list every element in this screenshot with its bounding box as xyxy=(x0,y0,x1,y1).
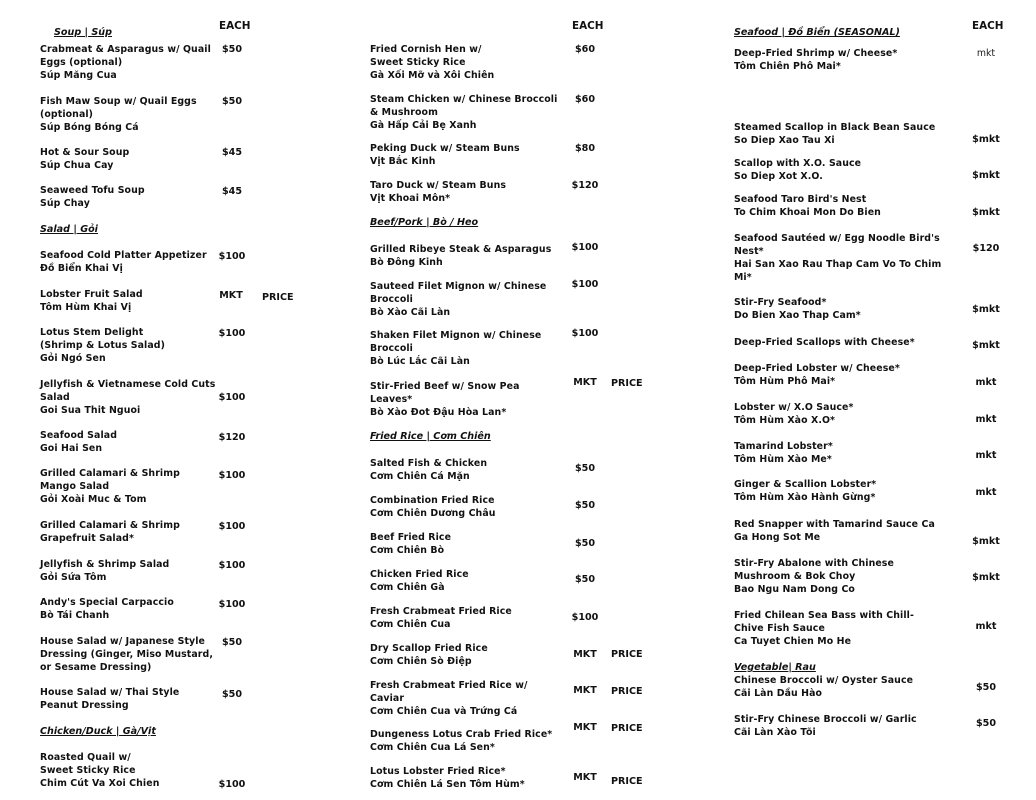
section-heading-chicken-duck: Chicken/Duck | Gà/Vịt xyxy=(40,726,156,737)
each-header-col1: EACH xyxy=(219,20,251,32)
item-vn-name: Bò Xào Cãi Làn xyxy=(370,307,451,318)
item-name: Grilled Calamari & Shrimp xyxy=(40,468,180,479)
item-name: Stir-Fry Abalone with Chinese xyxy=(734,558,894,569)
each-header-col2: EACH xyxy=(572,20,604,32)
item-price: $120 xyxy=(571,180,599,191)
item-name-cont: Peanut Dressing xyxy=(40,700,129,711)
item-name-cont: Sweet Sticky Rice xyxy=(40,765,136,776)
item-price: $50 xyxy=(221,96,243,107)
item-vn-name: Gà Hấp Cải Bẹ Xanh xyxy=(370,120,477,131)
item-price: $120 xyxy=(972,243,1000,254)
item-vn-name: Cãi Làn Xào Tõi xyxy=(734,727,816,738)
item-price: $100 xyxy=(218,779,246,790)
item-vn-name: So Diep Xao Tau Xi xyxy=(734,135,835,146)
item-price: $50 xyxy=(221,689,243,700)
item-vn-name: Gỏi Sứa Tôm xyxy=(40,572,107,583)
item-name: Salted Fish & Chicken xyxy=(370,458,488,469)
item-vn-name: Tôm Hùm Xào X.O* xyxy=(734,415,836,426)
item-price: $45 xyxy=(221,147,243,158)
each-header-col3: EACH xyxy=(972,20,1004,32)
item-name: Roasted Quail w/ xyxy=(40,752,131,763)
item-price: $50 xyxy=(574,500,596,511)
item-vn-name: Ga Hong Sot Me xyxy=(734,532,821,543)
item-price: $50 xyxy=(574,574,596,585)
item-name: Lobster Fruit Salad xyxy=(40,289,143,300)
item-price: $100 xyxy=(218,599,246,610)
item-name: Stir-Fry Chinese Broccoli w/ Garlic xyxy=(734,714,917,725)
item-name: Lobster w/ X.O Sauce* xyxy=(734,402,854,413)
item-name: Red Snapper with Tamarind Sauce Ca xyxy=(734,519,935,530)
item-name-cont: (Shrimp & Lotus Salad) xyxy=(40,340,165,351)
item-name: Grilled Calamari & Shrimp xyxy=(40,520,180,531)
item-vn-name: Cơm Chiên Gà xyxy=(370,582,445,593)
item-price: $50 xyxy=(975,682,997,693)
item-name: Fried Cornish Hen w/ xyxy=(370,44,482,55)
item-vn-name: Súp Chua Cay xyxy=(40,160,114,171)
item-price: $mkt xyxy=(972,536,1000,547)
item-price: MKT xyxy=(573,722,597,733)
item-price: MKT xyxy=(573,685,597,696)
item-price: mkt xyxy=(975,414,997,425)
item-price: MKT xyxy=(573,772,597,783)
item-vn-name: Đồ Biển Khai Vị xyxy=(40,263,123,274)
item-name: Seaweed Tofu Soup xyxy=(40,185,145,196)
item-name: Lotus Stem Delight xyxy=(40,327,144,338)
item-price: $100 xyxy=(218,560,246,571)
item-vn-name: Ca Tuyet Chien Mo He xyxy=(734,636,852,647)
item-name: Grilled Ribeye Steak & Asparagus xyxy=(370,244,552,255)
item-name-cont: Sweet Sticky Rice xyxy=(370,57,466,68)
item-vn-name: Bao Ngu Nam Dong Co xyxy=(734,584,855,595)
item-vn-name: So Diep Xot X.O. xyxy=(734,171,823,182)
item-vn-name: Cơm Chiên Bò xyxy=(370,545,445,556)
item-name-cont: Eggs (optional) xyxy=(40,57,123,68)
section-heading-salad: Salad | Gỏi xyxy=(40,224,98,235)
item-vn-name: Cơm Chiên Lá Sen Tôm Hùm* xyxy=(370,779,525,790)
item-vn-name: Cơm Chiên Dương Châu xyxy=(370,508,496,519)
item-vn-name: Cơm Chiên Cá Mặn xyxy=(370,471,470,482)
item-name: Deep-Fried Lobster w/ Cheese* xyxy=(734,363,900,374)
item-name-cont: Chive Fish Sauce xyxy=(734,623,825,634)
item-price: $50 xyxy=(574,538,596,549)
item-name: Deep-Fried Shrimp w/ Cheese* xyxy=(734,48,898,59)
item-vn-name: Súp Măng Cua xyxy=(40,70,117,81)
item-vn-name: To Chim Khoai Mon Do Bien xyxy=(734,207,881,218)
item-name: Jellyfish & Vietnamese Cold Cuts xyxy=(40,379,216,390)
item-name-cont: Mushroom & Bok Choy xyxy=(734,571,856,582)
item-name: Seafood Salad xyxy=(40,430,118,441)
item-name: House Salad w/ Thai Style xyxy=(40,687,180,698)
item-name: Scallop with X.O. Sauce xyxy=(734,158,862,169)
item-name: Beef Fried Rice xyxy=(370,532,452,543)
section-heading-seafood: Seafood | Đồ Biển (SEASONAL) xyxy=(734,27,900,38)
section-heading-vegetable: Vegetable| Rau xyxy=(734,662,816,673)
item-name: Sauteed Filet Mignon w/ Chinese xyxy=(370,281,547,292)
item-price: $100 xyxy=(218,470,246,481)
item-name-cont: (optional) xyxy=(40,109,94,120)
item-price: MKT xyxy=(219,290,243,301)
item-name: Fish Maw Soup w/ Quail Eggs xyxy=(40,96,197,107)
item-name: Steam Chicken w/ Chinese Broccoli xyxy=(370,94,558,105)
item-price: $60 xyxy=(574,94,596,105)
item-price: $45 xyxy=(221,186,243,197)
item-vn-name: Gỏi Ngó Sen xyxy=(40,353,106,364)
item-vn-name: Do Bien Xao Thap Cam* xyxy=(734,310,861,321)
item-price: $mkt xyxy=(972,207,1000,218)
item-price: $120 xyxy=(218,432,246,443)
item-price-note: PRICE xyxy=(611,378,643,389)
section-heading-fried-rice: Fried Rice | Cơm Chiên xyxy=(370,431,491,442)
item-name: Hot & Sour Soup xyxy=(40,147,130,158)
item-name: Chicken Fried Rice xyxy=(370,569,469,580)
item-name: Crabmeat & Asparagus w/ Quail xyxy=(40,44,211,55)
item-vn-name: Bò Tái Chanh xyxy=(40,610,110,621)
item-name-cont: Salad xyxy=(40,392,70,403)
item-vn-name: Cơm Chiên Cua xyxy=(370,619,451,630)
item-price: mkt xyxy=(975,621,997,632)
item-vn-name: Cơm Chiên Cua và Trứng Cá xyxy=(370,706,518,717)
item-vn-name: Tôm Hùm Khai Vị xyxy=(40,302,132,313)
item-name-cont: Dressing (Ginger, Miso Mustard, xyxy=(40,649,214,660)
item-name-cont: Mango Salad xyxy=(40,481,110,492)
item-price-note: PRICE xyxy=(611,649,643,660)
item-vn-name: Chim Cút Va Xoi Chien xyxy=(40,778,160,789)
item-price: $100 xyxy=(571,612,599,623)
item-name: Lotus Lobster Fried Rice* xyxy=(370,766,506,777)
item-vn-name: Bò Đông Kinh xyxy=(370,257,443,268)
item-name-cont: Broccoli xyxy=(370,343,413,354)
item-price: $100 xyxy=(218,251,246,262)
item-name: Seafood Sautéed w/ Egg Noodle Bird's xyxy=(734,233,940,244)
item-name: Taro Duck w/ Steam Buns xyxy=(370,180,507,191)
item-name-cont: Nest* xyxy=(734,246,764,257)
item-price: mkt xyxy=(975,487,997,498)
item-name: Shaken Filet Mignon w/ Chinese xyxy=(370,330,542,341)
item-price: $80 xyxy=(574,143,596,154)
item-price: $60 xyxy=(574,44,596,55)
item-name-cont: Caviar xyxy=(370,693,405,704)
item-name: Peking Duck w/ Steam Buns xyxy=(370,143,520,154)
item-name: Tamarind Lobster* xyxy=(734,441,833,452)
item-price: $100 xyxy=(218,521,246,532)
item-price-note: PRICE xyxy=(262,292,294,303)
item-name: Deep-Fried Scallops with Cheese* xyxy=(734,337,915,348)
item-price-note: PRICE xyxy=(611,723,643,734)
item-price-note: PRICE xyxy=(611,686,643,697)
item-vn-name: Goi Hai Sen xyxy=(40,443,103,454)
item-name: Seafood Cold Platter Appetizer xyxy=(40,250,207,261)
item-price: $100 xyxy=(571,279,599,290)
item-name-cont: & Mushroom xyxy=(370,107,438,118)
item-vn-name: Cơm Chiên Sò Điệp xyxy=(370,656,472,667)
item-name: Andy's Special Carpaccio xyxy=(40,597,174,608)
item-vn-name: Goi Sua Thit Nguoi xyxy=(40,405,141,416)
item-name: Steamed Scallop in Black Bean Sauce xyxy=(734,122,936,133)
item-vn-name: Gà Xối Mỡ và Xôi Chiên xyxy=(370,70,495,81)
item-vn-name: Cãi Làn Dầu Hào xyxy=(734,688,823,699)
item-name-cont: Broccoli xyxy=(370,294,413,305)
item-vn-name: Súp Chay xyxy=(40,198,90,209)
item-name-cont: or Sesame Dressing) xyxy=(40,662,152,673)
item-price: $100 xyxy=(571,328,599,339)
item-price: $50 xyxy=(221,44,243,55)
item-vn-name: Cơm Chiên Cua Lá Sen* xyxy=(370,742,495,753)
item-name: Combination Fried Rice xyxy=(370,495,495,506)
section-heading-soup: Soup | Súp xyxy=(54,27,112,38)
item-price: $50 xyxy=(975,718,997,729)
item-name: Stir-Fried Beef w/ Snow Pea xyxy=(370,381,520,392)
item-price: MKT xyxy=(573,649,597,660)
item-name: Fresh Crabmeat Fried Rice w/ xyxy=(370,680,528,691)
item-name: Jellyfish & Shrimp Salad xyxy=(40,559,170,570)
item-price: $mkt xyxy=(972,340,1000,351)
item-price: $50 xyxy=(221,637,243,648)
item-price-note: PRICE xyxy=(611,776,643,787)
item-price: $50 xyxy=(574,463,596,474)
item-vn-name: Súp Bóng Bóng Cá xyxy=(40,122,139,133)
item-name: Fresh Crabmeat Fried Rice xyxy=(370,606,512,617)
item-name: Stir-Fry Seafood* xyxy=(734,297,827,308)
item-price: $mkt xyxy=(972,304,1000,315)
item-price: mkt xyxy=(975,450,997,461)
item-price: $mkt xyxy=(972,170,1000,181)
item-vn-name: Hai San Xao Rau Thap Cam Vo To Chim xyxy=(734,259,942,270)
item-name: Fried Chilean Sea Bass with Chill- xyxy=(734,610,914,621)
item-vn-name: Gỏi Xoài Muc & Tom xyxy=(40,494,147,505)
item-vn-name: Bò Lúc Lắc Cãi Làn xyxy=(370,356,470,367)
item-vn-name: Bò Xào Đot Đậu Hòa Lan* xyxy=(370,407,507,418)
item-name-cont: Leaves* xyxy=(370,394,413,405)
item-vn-name: Vịt Bắc Kinh xyxy=(370,156,436,167)
item-name: Dry Scallop Fried Rice xyxy=(370,643,488,654)
item-price: $mkt xyxy=(972,134,1000,145)
item-name-cont: Grapefruit Salad* xyxy=(40,533,134,544)
section-heading-beef-pork: Beef/Pork | Bò / Heo xyxy=(370,217,479,228)
item-vn-name: Tôm Chiên Phô Mai* xyxy=(734,61,841,72)
item-vn-name-cont: Mi* xyxy=(734,272,752,283)
item-name: Ginger & Scallion Lobster* xyxy=(734,479,877,490)
item-price: $100 xyxy=(571,242,599,253)
item-price: mkt xyxy=(975,377,997,388)
item-name: House Salad w/ Japanese Style xyxy=(40,636,206,647)
item-vn-name: Tôm Hùm Xào Hành Gừng* xyxy=(734,492,876,503)
item-vn-name: Tôm Hùm Phô Mai* xyxy=(734,376,836,387)
item-price: mkt xyxy=(976,48,996,59)
item-price: $mkt xyxy=(972,572,1000,583)
item-name: Seafood Taro Bird's Nest xyxy=(734,194,867,205)
item-price: $100 xyxy=(218,328,246,339)
item-name: Chinese Broccoli w/ Oyster Sauce xyxy=(734,675,914,686)
item-vn-name: Vịt Khoai Môn* xyxy=(370,193,451,204)
item-price: MKT xyxy=(573,377,597,388)
item-price: $100 xyxy=(218,392,246,403)
item-vn-name: Tôm Hùm Xào Me* xyxy=(734,454,832,465)
item-name: Dungeness Lotus Crab Fried Rice* xyxy=(370,729,553,740)
